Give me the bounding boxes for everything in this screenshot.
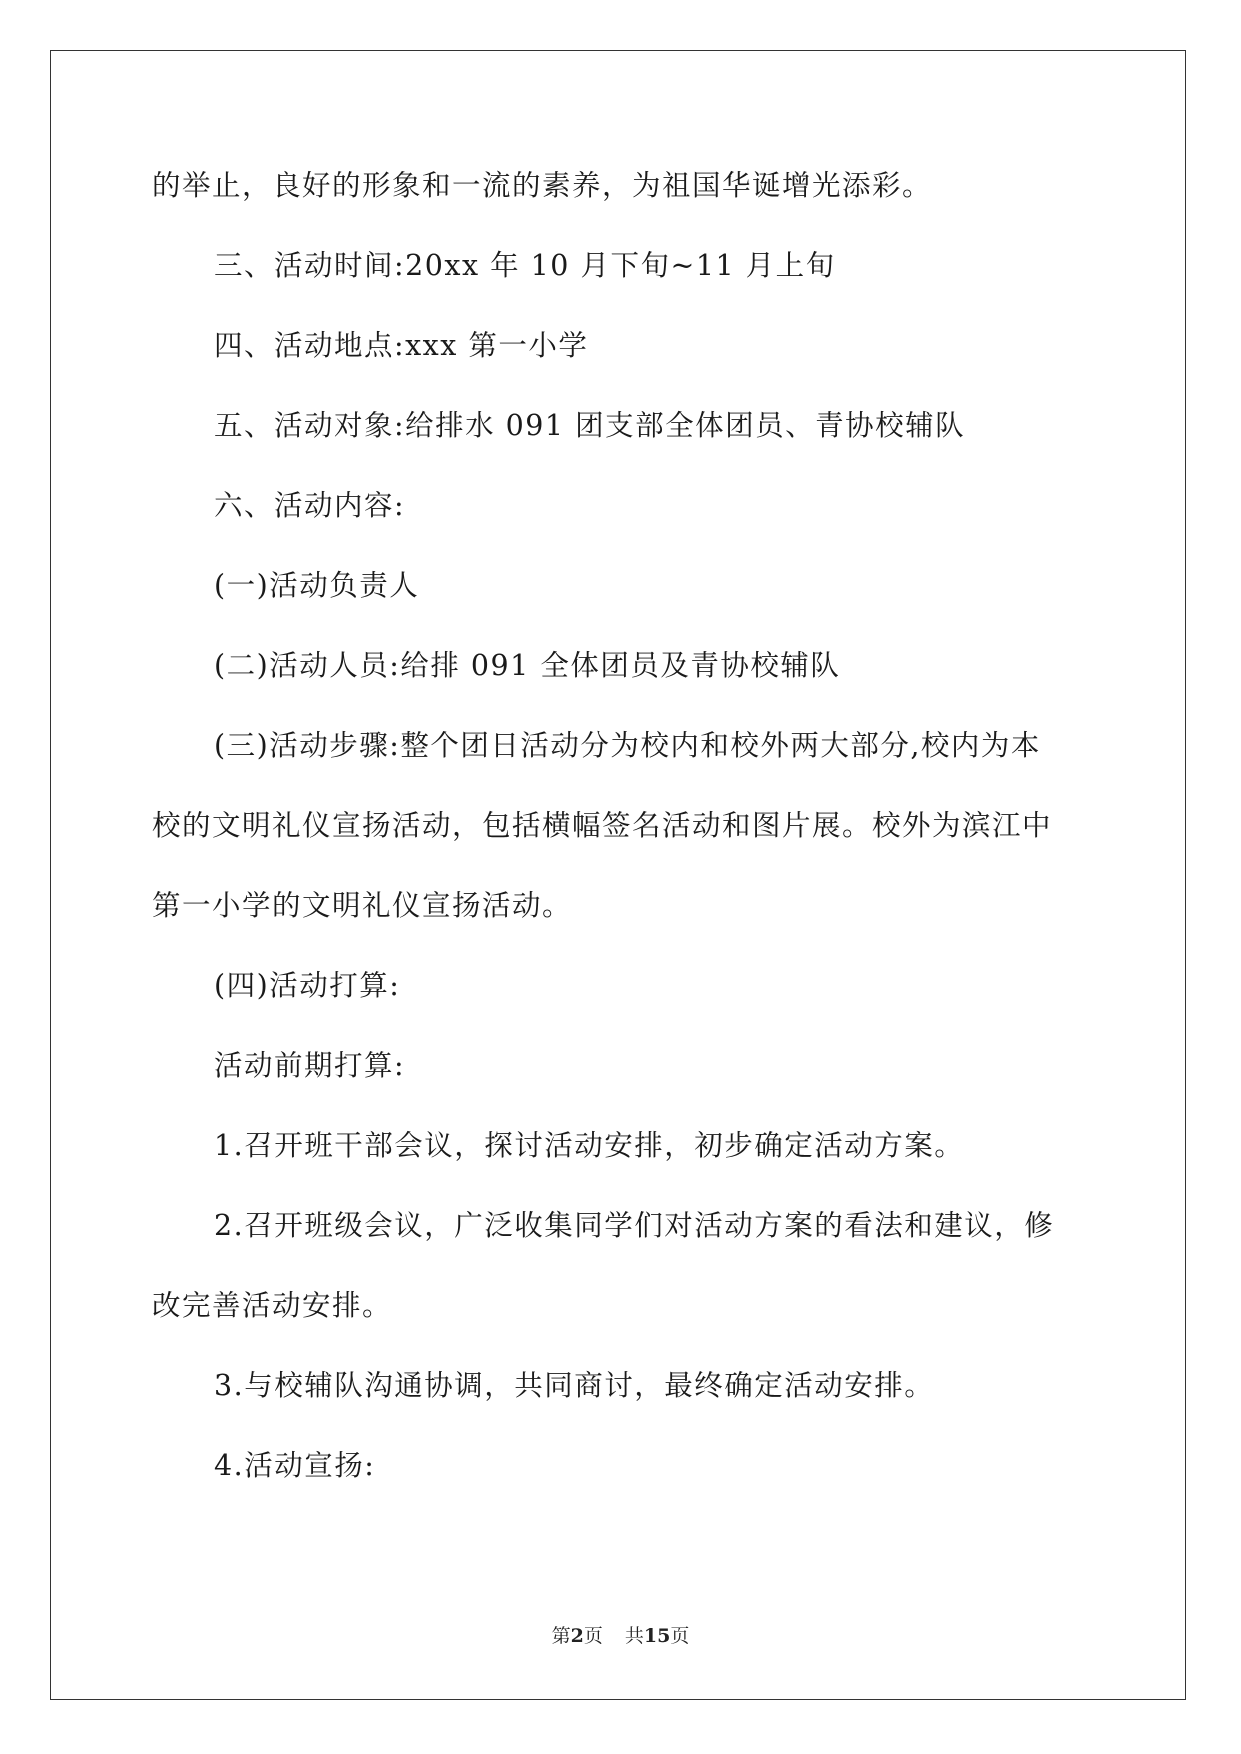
paragraph-line: 四、活动地点:xxx 第一小学 xyxy=(214,329,589,362)
paragraph-line: (三)活动步骤:整个团日活动分为校内和校外两大部分,校内为本 xyxy=(214,729,1041,762)
paragraph-line: (二)活动人员:给排 091 全体团员及青协校辅队 xyxy=(214,649,841,682)
paragraph-line: 六、活动内容: xyxy=(214,489,406,522)
current-page-number: 2 xyxy=(570,1625,584,1647)
paragraph-line: 校的文明礼仪宣扬活动，包括横幅签名活动和图片展。校外为滨江中 xyxy=(152,809,1053,842)
page-prefix: 第 xyxy=(551,1625,571,1647)
paragraph-line: (一)活动负责人 xyxy=(214,569,420,602)
paragraph-line: 4.活动宣扬: xyxy=(214,1449,376,1482)
paragraph-line: 五、活动对象:给排水 091 团支部全体团员、青协校辅队 xyxy=(214,409,966,442)
page-suffix: 页 xyxy=(583,1625,603,1647)
total-page-count: 15 xyxy=(643,1625,671,1647)
paragraph-line: 2.召开班级会议，广泛收集同学们对活动方案的看法和建议，修 xyxy=(214,1209,1055,1242)
paragraph-line: 改完善活动安排。 xyxy=(152,1289,393,1322)
paragraph-line: (四)活动打算: xyxy=(214,969,401,1002)
paragraph-line: 三、活动时间:20xx 年 10 月下旬~11 月上旬 xyxy=(214,249,836,282)
total-prefix: 共 xyxy=(624,1625,644,1647)
paragraph-line: 活动前期打算: xyxy=(214,1049,406,1082)
paragraph-line: 1.召开班干部会议，探讨活动安排，初步确定活动方案。 xyxy=(214,1129,965,1162)
paragraph-line: 第一小学的文明礼仪宣扬活动。 xyxy=(152,889,573,922)
document-body xyxy=(152,166,1087,1526)
total-suffix: 页 xyxy=(670,1625,690,1647)
paragraph-line: 的举止，良好的形象和一流的素养，为祖国华诞增光添彩。 xyxy=(152,169,933,202)
page-footer xyxy=(0,1624,1241,1648)
paragraph-line: 3.与校辅队沟通协调，共同商讨，最终确定活动安排。 xyxy=(214,1369,935,1402)
